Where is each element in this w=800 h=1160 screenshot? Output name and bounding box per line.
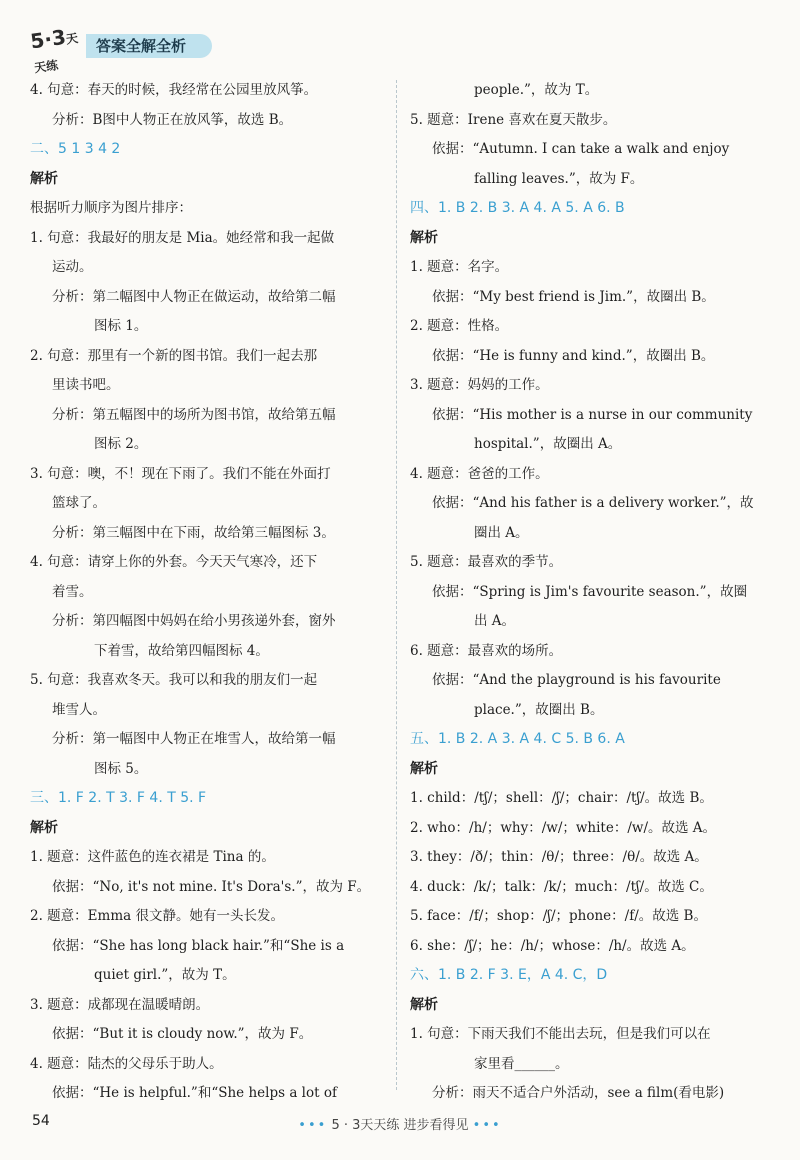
item-line: 5. 题意：Irene 喜欢在夏天散步。 <box>410 111 617 128</box>
analysis-line: 分析：第二幅图中人物正在做运动，故给第二幅 <box>52 288 336 305</box>
continuation-line: 家里看______。 <box>474 1055 569 1072</box>
continuation-line: 着雪。 <box>52 583 93 600</box>
phonics-line: 5. face：/f/；shop：/ʃ/；phone：/f/。故选 B。 <box>410 908 707 924</box>
item-line: 1. 题意：名字。 <box>410 259 509 275</box>
continuation-line: 里读书吧。 <box>52 377 120 393</box>
section-answer: 五、1. B 2. A 3. A 4. C 5. B 6. A <box>410 731 625 747</box>
item-line: 5. 句意：我喜欢冬天。我可以和我的朋友们一起 <box>30 672 318 688</box>
basis-line: 依据：“No, it's not mine. It's Dora's.”，故为 F。 <box>52 878 371 895</box>
phonics-line: 4. duck：/k/；talk：/k/；much：/tʃ/。故选 C。 <box>410 878 713 895</box>
intro-line: 根据听力顺序为图片排序： <box>30 200 192 216</box>
section-answer: 二、5 1 3 4 2 <box>30 141 121 157</box>
item-line: 6. 题意：最喜欢的场所。 <box>410 642 563 659</box>
continuation-line: people.”，故为 T。 <box>474 82 599 98</box>
section-label: 解析 <box>30 819 58 836</box>
item-line: 1. 句意：下雨天我们不能出去玩，但是我们可以在 <box>410 1026 711 1042</box>
basis-line: 依据：“Autumn. I can take a walk and enjoy <box>432 141 730 157</box>
item-line: 3. 题意：成都现在温暖晴朗。 <box>30 996 210 1013</box>
continuation-line: 圈出 A。 <box>474 524 529 541</box>
logo-sub: 天天练 <box>33 31 79 76</box>
item-line: 4. 句意：春天的时候，我经常在公园里放风筝。 <box>30 82 318 98</box>
basis-line: 依据：“My best friend is Jim.”，故圈出 B。 <box>432 288 715 305</box>
continuation-line: falling leaves.”，故为 F。 <box>474 170 644 187</box>
item-line: 3. 题意：妈妈的工作。 <box>410 377 549 393</box>
logo-number: 5·3 <box>28 24 68 54</box>
continuation-line: 图标 5。 <box>94 760 148 777</box>
section-label: 解析 <box>30 170 58 187</box>
phonics-line: 1. child：/tʃ/；shell：/ʃ/；chair：/tʃ/。故选 B。 <box>410 790 713 806</box>
phonics-line: 2. who：/h/；why：/w/；white：/w/。故选 A。 <box>410 819 717 836</box>
item-line: 2. 句意：那里有一个新的图书馆。我们一起去那 <box>30 347 318 364</box>
analysis-line: 分析：B图中人物正在放风筝，故选 B。 <box>52 111 293 128</box>
section-answer: 三、1. F 2. T 3. F 4. T 5. F <box>30 790 207 806</box>
continuation-line: 出 A。 <box>474 613 516 629</box>
analysis-line: 分析：第五幅图中的场所为图书馆，故给第五幅 <box>52 406 336 423</box>
basis-line: 依据：“She has long black hair.”和“She is a <box>52 937 345 954</box>
continuation-line: 图标 1。 <box>94 318 148 334</box>
column-divider <box>396 80 397 1090</box>
continuation-line: place.”，故圈出 B。 <box>474 701 604 718</box>
basis-line: 依据：“But it is cloudy now.”，故为 F。 <box>52 1026 313 1042</box>
item-line: 2. 题意：性格。 <box>410 318 509 334</box>
section-answer: 六、1. B 2. F 3. E，A 4. C，D <box>410 967 608 983</box>
basis-line: 依据：“And his father is a delivery worker.”，故 <box>432 495 754 511</box>
brand-logo <box>22 22 82 76</box>
section-label: 解析 <box>410 996 438 1013</box>
page-number: 54 <box>32 1113 50 1129</box>
footer-dots-left: ••• <box>298 1118 328 1133</box>
item-line: 1. 句意：我最好的朋友是 Mia。她经常和我一起做 <box>30 229 335 246</box>
item-line: 2. 题意：Emma 很文静。她有一头长发。 <box>30 908 284 924</box>
footer-slogan <box>0 1114 800 1133</box>
continuation-line: 图标 2。 <box>94 436 148 452</box>
item-line: 1. 题意：这件蓝色的连衣裙是 Tina 的。 <box>30 849 275 865</box>
continuation-line: 下着雪，故给第四幅图标 4。 <box>94 642 269 659</box>
analysis-line: 分析：第一幅图中人物正在堆雪人，故给第一幅 <box>52 731 336 747</box>
phonics-line: 3. they：/ð/；thin：/θ/；three：/θ/。故选 A。 <box>410 849 708 865</box>
header-title: 答案全解全析 <box>86 34 212 58</box>
continuation-line: quiet girl.”，故为 T。 <box>94 967 236 983</box>
footer-dots-right: ••• <box>472 1118 502 1133</box>
analysis-line: 分析：雨天不适合户外活动，see a film(看电影) <box>432 1085 725 1101</box>
item-line: 4. 题意：陆杰的父母乐于助人。 <box>30 1055 223 1072</box>
basis-line: 依据：“His mother is a nurse in our community <box>432 406 753 423</box>
phonics-line: 6. she：/ʃ/；he：/h/；whose：/h/。故选 A。 <box>410 937 695 954</box>
continuation-line: hospital.”，故圈出 A。 <box>474 436 622 452</box>
continuation-line: 篮球了。 <box>52 495 106 511</box>
section-label: 解析 <box>410 760 438 777</box>
item-line: 4. 题意：爸爸的工作。 <box>410 465 549 482</box>
footer-slogan-text: 5 · 3天天练 进步看得见 <box>331 1118 469 1133</box>
page-header <box>0 0 800 80</box>
item-line: 3. 句意：噢，不！现在下雨了。我们不能在外面打 <box>30 465 331 482</box>
item-line: 4. 句意：请穿上你的外套。今天天气寒冷，还下 <box>30 554 318 570</box>
analysis-line: 分析：第三幅图中在下雨，故给第三幅图标 3。 <box>52 524 335 541</box>
section-answer: 四、1. B 2. B 3. A 4. A 5. A 6. B <box>410 200 625 216</box>
section-label: 解析 <box>410 229 438 246</box>
basis-line: 依据：“He is helpful.”和“She helps a lot of <box>52 1085 337 1101</box>
basis-line: 依据：“And the playground is his favourite <box>432 672 721 688</box>
continuation-line: 堆雪人。 <box>52 701 106 718</box>
continuation-line: 运动。 <box>52 259 93 275</box>
basis-line: 依据：“He is funny and kind.”，故圈出 B。 <box>432 347 715 364</box>
basis-line: 依据：“Spring is Jim's favourite season.”，故圈 <box>432 583 748 600</box>
item-line: 5. 题意：最喜欢的季节。 <box>410 554 563 570</box>
analysis-line: 分析：第四幅图中妈妈在给小男孩递外套，窗外 <box>52 613 336 629</box>
